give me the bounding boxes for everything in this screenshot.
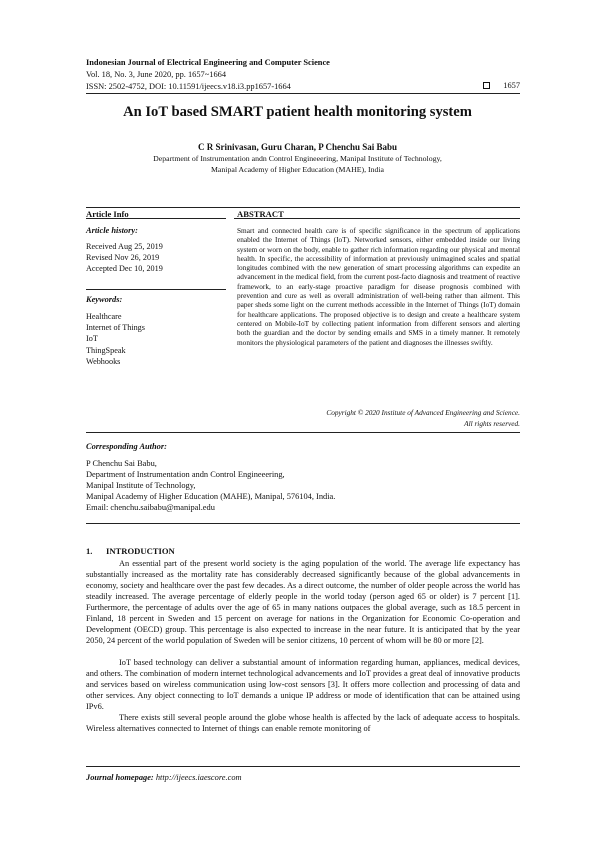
corresponding-author-heading: Corresponding Author:	[86, 442, 167, 451]
keyword-item: Webhooks	[86, 356, 121, 366]
keyword-item: Healthcare	[86, 312, 122, 321]
homepage-link[interactable]: http://ijeecs.iaescore.com	[155, 773, 242, 782]
affiliation-line: Manipal Academy of Higher Education (MAHE), India	[211, 164, 384, 174]
section-heading-introduction	[86, 546, 175, 556]
square-icon	[483, 82, 490, 89]
affiliation-line: Department of Instrumentation andn Control Engineeering, Manipal Institute of Technology,	[153, 154, 442, 163]
article-history-list	[86, 241, 226, 275]
info-bottom-rule	[86, 432, 520, 433]
author-address: Manipal Academy of Higher Education (MAHE), Manipal, 576104, India.	[86, 492, 336, 501]
homepage-label: Journal homepage	[86, 773, 151, 782]
author-affiliation	[110, 154, 485, 175]
keywords-rule	[86, 289, 226, 290]
paper-title: An IoT based SMART patient health monitoring system	[123, 104, 472, 120]
page-number: 1657	[503, 81, 520, 90]
keywords-heading: Keywords:	[86, 295, 123, 304]
footer-rule	[86, 766, 520, 767]
intro-paragraph: IoT based technology can deliver a substantial amount of information regarding human, appliances, medical devices, and others. The combination of modern internet technological advancements and IoT provides a great deal of innovative products and services based on wireless communication using low-cost sensors [3]. It offers more collection and processing of data and other services. Any object connecting to IoT demands a unique IP address or mode of identification that can be attained using IPv6.	[86, 658, 520, 712]
article-history-heading: Article history:	[86, 226, 138, 235]
keyword-item: IoT	[86, 334, 98, 344]
history-received: Received Aug 25, 2019	[86, 242, 163, 251]
journal-homepage: Journal homepage: http://ijeecs.iaescore.com	[86, 773, 242, 782]
keyword-item: Internet of Things	[86, 323, 145, 333]
author-name: P Chenchu Sai Babu,	[86, 459, 157, 468]
section-title: INTRODUCTION	[106, 546, 175, 556]
copyright-rights: All rights reserved.	[464, 418, 520, 428]
abstract-text: Smart and connected health care is of specific significance in the spectrum of applications enabled the Internet of Things (IoT). Networked sensors, either embedded inside our living system or worn on the body, enable to gather rich information regarding our physical and mental health. In specific, the accessibility of information at previously unimagined scales and spatial longitudes combined with the new generation of smart processing algorithms can expedite an advancement in the medical field, from the current post-facto diagnosis and treatment of reactive framework, to an early-stage proactive paradigm for disease prognosis combined with prevention and cure as well as overall administration of well-being rather than ailment. This paper sheds some light on the current methods accessible in the Internet of Things (IoT) domain for healthcare applications. The proposed objective is to design and create a healthcare system centered on Mobile-IoT by collecting patient information from different sensors and alerting both the guardian and the doctor by sending emails and SMS in a timely manner. It remotely monitors the physiological parameters of the patient and diagnoses the illnesses swiftly.	[237, 226, 520, 347]
volume-info: Vol. 18, No. 3, June 2020, pp. 1657~1664	[86, 70, 227, 79]
keywords-list	[86, 311, 226, 367]
header-divider	[86, 93, 520, 94]
section-number: 1.	[86, 546, 93, 556]
author-email: Email: chenchu.saibabu@manipal.edu	[86, 503, 215, 512]
abstract-heading: ABSTRACT	[237, 209, 284, 219]
author-institute: Manipal Institute of Technology,	[86, 481, 196, 490]
article-info-heading: Article Info	[86, 209, 129, 219]
copyright-line: Copyright © 2020 Institute of Advanced Engineering and Science.	[326, 408, 520, 417]
intro-paragraph: An essential part of the present world society is the aging population of the world. The average life expectancy has substantially increased as the mortality rate has considerably decreased significantly because of the global advancements in economy, society and healthcare over the past few decades. As a direct outcome, the number of older people across the world has steadily increased. The average percentage of elderly people in the world today (person aged 65 or older) is 7 percent [1]. Furthermore, the percentage of adults over the age of 65 in many nations outpaces the global average, such as 18.5 percent in Finland, 18 percent in Sweden and 15 percent on average for nations in the Organization for Economic Co-operation and Development (OECD) group. This percentage is also expected to increase in the near future. It is anticipated that by the year 2050, 24 percent of the world population of Sweden will be senior citizens, 10 percent of whom will be 80 or more [2].	[86, 559, 520, 646]
paper-authors: C R Srinivasan, Guru Charan, P Chenchu Sai Babu	[197, 142, 398, 152]
copyright-notice	[237, 408, 520, 429]
history-accepted: Accepted Dec 10, 2019	[86, 264, 163, 274]
history-revised: Revised Nov 26, 2019	[86, 253, 160, 263]
intro-paragraph: There exists still several people around the globe whose health is affected by the lack of adequate access to hospitals. Wireless alternatives connected to Internet of things can enable remote monitoring of	[86, 713, 520, 734]
author-department: Department of Instrumentation andn Control Engineeering,	[86, 470, 285, 479]
corresponding-author-details	[86, 458, 335, 513]
corresponding-bottom-rule	[86, 523, 520, 524]
issn-doi: ISSN: 2502-4752, DOI: 10.11591/ijeecs.v18.i3.pp1657-1664	[86, 82, 291, 91]
journal-name: Indonesian Journal of Electrical Engineering and Computer Science	[86, 58, 330, 67]
keyword-item: ThingSpeak	[86, 345, 126, 355]
info-top-rule	[86, 207, 520, 208]
